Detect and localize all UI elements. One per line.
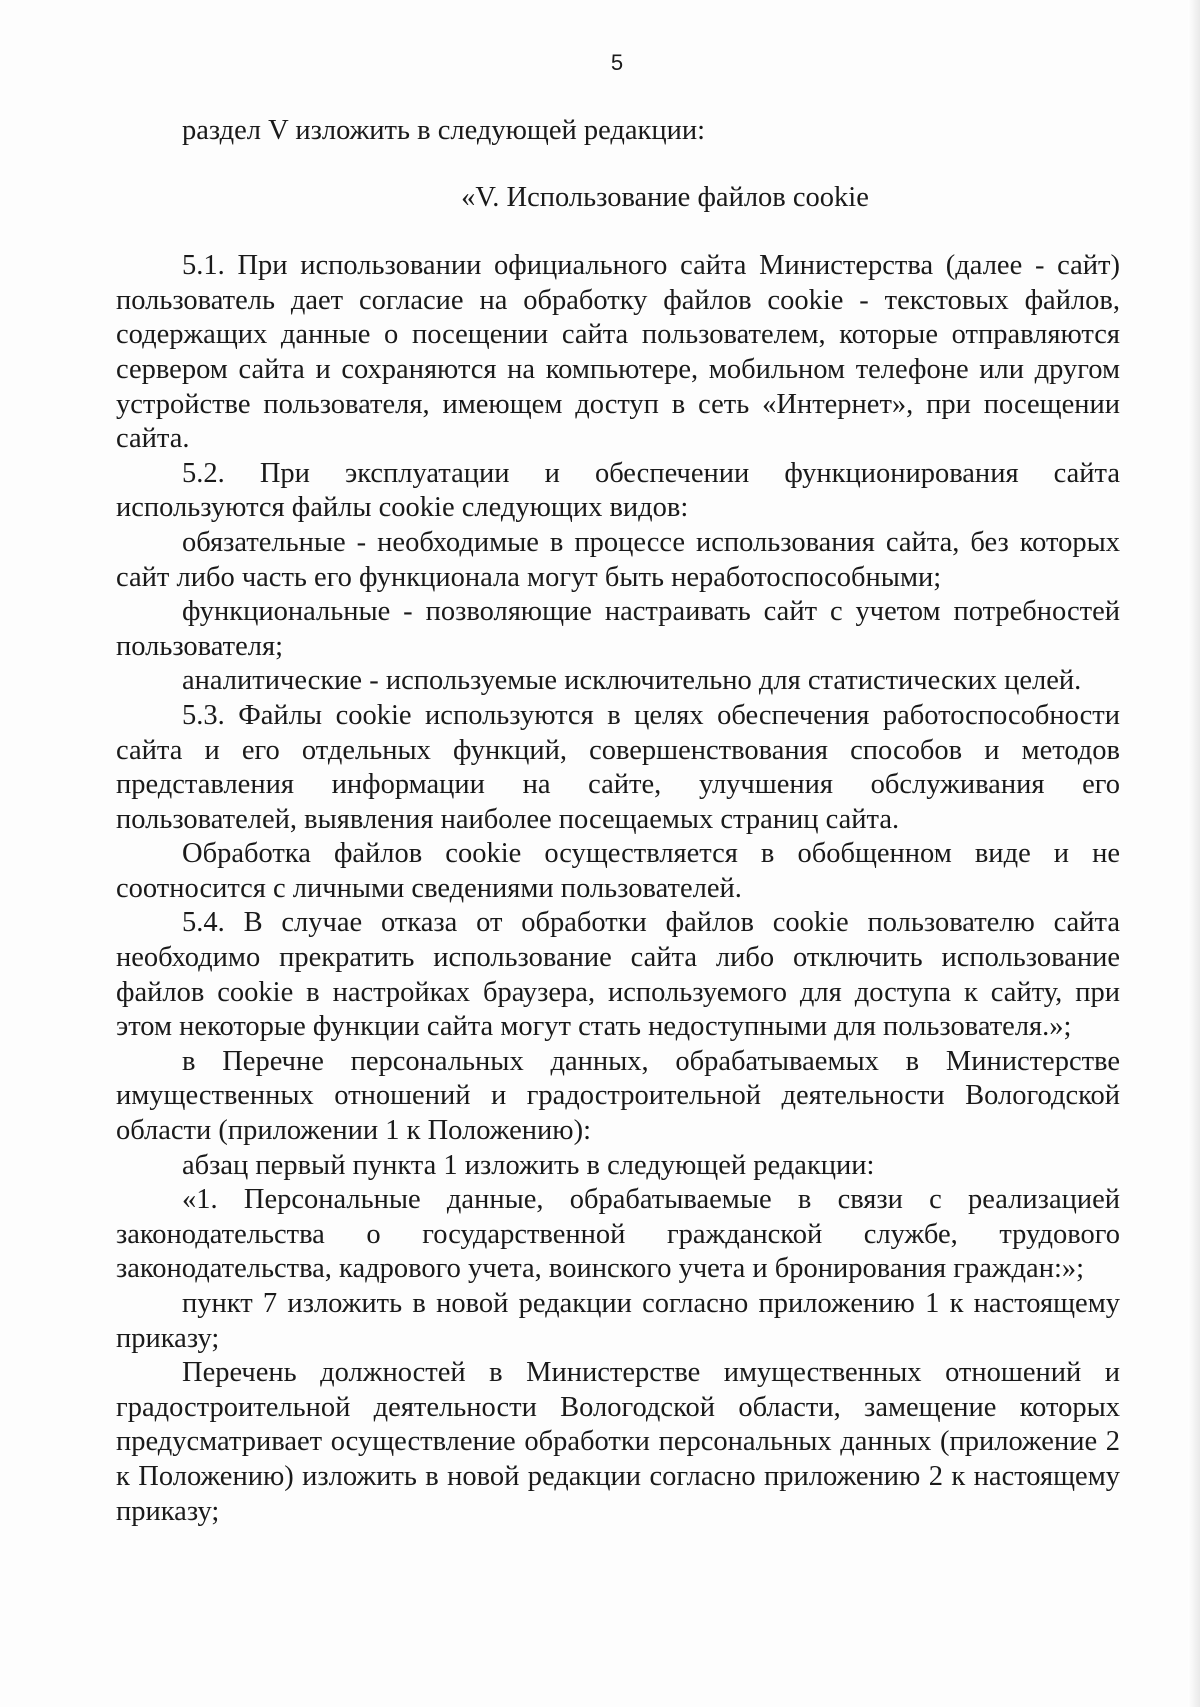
paragraph-point-7: пункт 7 изложить в новой редакции согласно приложению 1 к настоящему приказу;	[116, 1288, 1120, 1354]
scan-edge-shadow	[1188, 0, 1200, 1707]
paragraph-cookie-analytic: аналитические - используемые исключительно для статистических целей.	[182, 665, 1082, 697]
paragraph-point-1-text: «1. Персональные данные, обрабатываемые в связи с реализацией законодательства о государственной гражданской службе, трудового законодательства, кадрового учета, воинского учета и бронирования граждан:»;	[116, 1184, 1120, 1285]
intro-paragraph: раздел V изложить в следующей редакции:	[182, 115, 706, 146]
paragraph-cookie-mandatory: обязательные - необходимые в процессе использования сайта, без которых сайт либо часть его функционала могут быть неработоспособными;	[116, 526, 1120, 593]
paragraph-point-1-first: абзац первый пункта 1 изложить в следующей редакции:	[182, 1149, 875, 1181]
paragraph-5-1: 5.1. При использовании официального сайта Министерства (далее - сайт) пользователь дает согласие на обработку файлов cookie - текстовых файлов, содержащих данные о посещении сайта пользователем, которые отправляются сервером сайта и сохраняются на компьютере, мобильном телефоне или другом устройстве пользователя, имеющем доступ в сеть «Интернет», при посещении сайта.	[116, 250, 1120, 455]
page-number: 5	[610, 50, 624, 75]
paragraph-personal-data-list: в Перечне персональных данных, обрабатываемых в Министерстве имущественных отношений и градостроительной деятельности Вологодской области (приложении 1 к Положению):	[116, 1045, 1120, 1147]
document-body	[116, 114, 1120, 1529]
paragraph-5-3: 5.3. Файлы cookie используются в целях обеспечения работоспособности сайта и его отдельных функций, совершенствования способов и методов представления информации на сайте, улучшения обслуживания его пользователей, выявления наиболее посещаемых страниц сайта.	[116, 699, 1120, 835]
paragraph-positions-list: Перечень должностей в Министерстве имущественных отношений и градостроительной деятельности Вологодской области, замещение которых предусматривает осуществление обработки персональных данных (приложение 2 к Положению) изложить в новой редакции согласно приложению 2 к настоящему приказу;	[116, 1357, 1120, 1527]
section-heading: «V. Использование файлов cookie	[461, 181, 869, 213]
paragraph-cookie-functional: функциональные - позволяющие настраивать сайт с учетом потребностей пользователя;	[116, 596, 1120, 662]
paragraph-5-2: 5.2. При эксплуатации и обеспечении функционирования сайта используются файлы cookie следующих видов:	[116, 457, 1120, 524]
paragraph-cookie-processing: Обработка файлов cookie осуществляется в обобщенном виде и не соотносится с личными сведениями пользователей.	[116, 838, 1120, 904]
paragraph-5-4: 5.4. В случае отказа от обработки файлов cookie пользователю сайта необходимо прекратить использование сайта либо отключить использование файлов cookie в настройках браузера, используемого для доступа к сайту, при этом некоторые функции сайта могут стать недоступными для пользователя.»;	[116, 907, 1120, 1043]
